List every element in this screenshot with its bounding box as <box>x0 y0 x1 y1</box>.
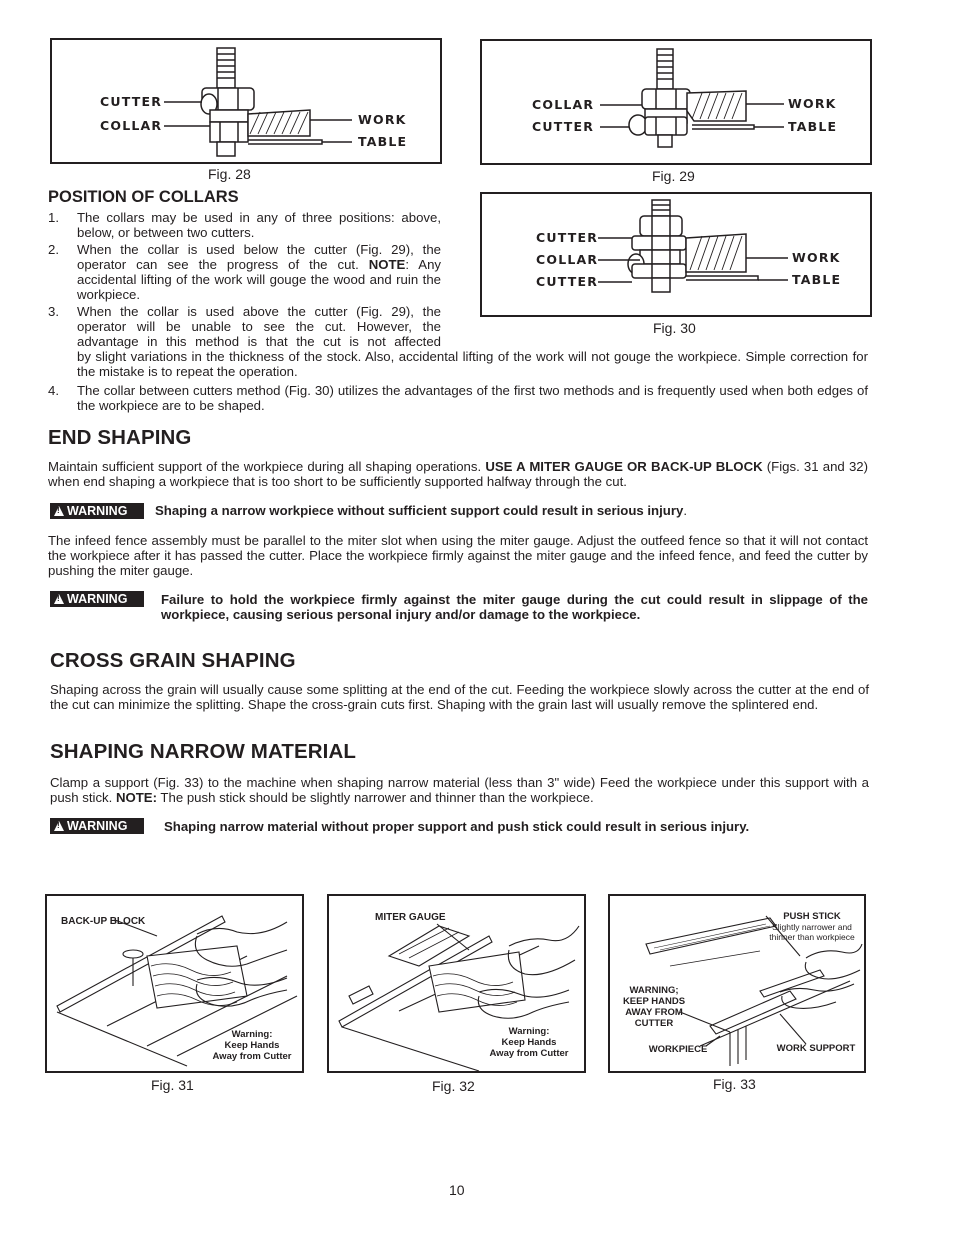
fig33-push-stick-note: Slightly narrower and thinner than workpiece <box>769 922 855 942</box>
fig33-label-push-stick: PUSH STICK <box>783 911 841 922</box>
fig32-caption: Fig. 32 <box>432 1078 475 1094</box>
fig31-caption: Fig. 31 <box>151 1077 194 1093</box>
fig29-label-table: TABLE <box>788 119 838 134</box>
page-number: 10 <box>449 1182 465 1198</box>
cross-grain-paragraph: Shaping across the grain will usually cause some splitting at the end of the cut. Feeding the workpiece slowly across the cutter at the end of the cut can minimize the splitting. Shape the cross-grain cuts first. Shaping with the grain last will usually remove the splintered end. <box>50 682 869 712</box>
fig30-label-cutter-top: CUTTER <box>536 230 599 245</box>
warning-text-1: Shaping a narrow workpiece without sufficient support could result in serious injury. <box>155 503 687 518</box>
fig28-label-cutter: CUTTER <box>100 94 163 109</box>
end-shaping-paragraph-2: The infeed fence assembly must be parallel to the miter slot when using the miter gauge. Adjust the outfeed fence so that it will not contact the workpiece after it has passed the cutter. Place the workpiece firmly against the miter gauge and the infeed fence, and feed the cutter by pushing the miter gauge. <box>48 533 868 578</box>
collars-item-1: 1. The collars may be used in any of three positions: above, below, or between two cutters. <box>48 210 441 240</box>
collars-item-3: 3. When the collar is used above the cutter (Fig. 29), the operator will be unable to see the cut. However, the advantage in this method is that the cut is not affected by slight variations in the thickness of the stock. Also, accidental lifting of the work will not gouge the workpiece. Simple correction for the mistake is to repeat the operation. <box>48 304 868 379</box>
fig30-label-table: TABLE <box>792 272 842 287</box>
figure-28 <box>50 38 442 164</box>
fig33-caption: Fig. 33 <box>713 1076 756 1092</box>
figure-31 <box>45 894 304 1073</box>
fig28-drawing <box>52 40 440 162</box>
collars-item-4: 4. The collar between cutters method (Fig. 30) utilizes the advantages of the first two methods and is frequently used when both edges of the workpiece are to be shaped. <box>48 383 868 413</box>
narrow-material-paragraph: Clamp a support (Fig. 33) to the machine when shaping narrow material (less than 3" wide) Feed the workpiece under this support with a push stick. NOTE: The push stick should be slightly narrower and thinner than the workpiece. <box>50 775 869 805</box>
fig31-warning-note: Warning: Keep Hands Away from Cutter <box>212 1029 292 1062</box>
warning-badge-3: !WARNING <box>50 818 144 834</box>
fig30-caption: Fig. 30 <box>653 320 696 336</box>
figure-29 <box>480 39 872 165</box>
end-shaping-paragraph-1: Maintain sufficient support of the workpiece during all shaping operations. USE A MITER GAUGE OR BACK-UP BLOCK (Figs. 31 and 32) when end shaping a workpiece that is too short to be sufficiently supported halfway through the cut. <box>48 459 868 489</box>
fig28-label-table: TABLE <box>358 134 408 149</box>
fig29-label-cutter: CUTTER <box>532 119 595 134</box>
fig30-label-work: WORK <box>792 250 841 265</box>
cross-grain-heading: CROSS GRAIN SHAPING <box>50 649 296 672</box>
fig30-label-collar: COLLAR <box>536 252 599 267</box>
fig33-warning-note: WARNING; KEEP HANDS AWAY FROM CUTTER <box>622 985 686 1029</box>
fig29-caption: Fig. 29 <box>652 168 695 184</box>
fig28-caption: Fig. 28 <box>208 166 251 182</box>
end-shaping-heading: END SHAPING <box>48 426 192 449</box>
warning-badge-2: !WARNING <box>50 591 144 607</box>
fig31-label-backup-block: BACK-UP BLOCK <box>61 916 146 927</box>
fig28-label-work: WORK <box>358 112 407 127</box>
fig29-drawing <box>482 41 870 163</box>
fig30-label-cutter-bottom: CUTTER <box>536 274 599 289</box>
collars-item-2: 2. When the collar is used below the cutter (Fig. 29), the operator can see the progress of the cut. NOTE: Any accidental lifting of the work will gouge the wood and ruin the workpiece. <box>48 242 441 302</box>
fig29-label-collar: COLLAR <box>532 97 595 112</box>
narrow-material-heading: SHAPING NARROW MATERIAL <box>50 740 356 763</box>
fig28-label-collar: COLLAR <box>100 118 163 133</box>
fig29-label-work: WORK <box>788 96 837 111</box>
warning-badge-1: !WARNING <box>50 503 144 519</box>
collars-heading: POSITION OF COLLARS <box>48 188 239 206</box>
fig32-warning-note: Warning: Keep Hands Away from Cutter <box>489 1026 569 1059</box>
fig33-label-workpiece: WORKPIECE <box>648 1044 708 1055</box>
warning-text-3: Shaping narrow material without proper support and push stick could result in serious injury. <box>164 819 750 834</box>
warning-text-2: Failure to hold the workpiece firmly against the miter gauge during the cut could result in slippage of the workpiece, causing serious personal injury and/or damage to the workpiece. <box>161 592 868 622</box>
figure-33 <box>608 894 866 1073</box>
fig32-label-miter-gauge: MITER GAUGE <box>375 912 446 923</box>
figure-32 <box>327 894 586 1073</box>
fig33-label-work-support: WORK SUPPORT <box>776 1043 856 1054</box>
collars-list <box>48 210 868 413</box>
